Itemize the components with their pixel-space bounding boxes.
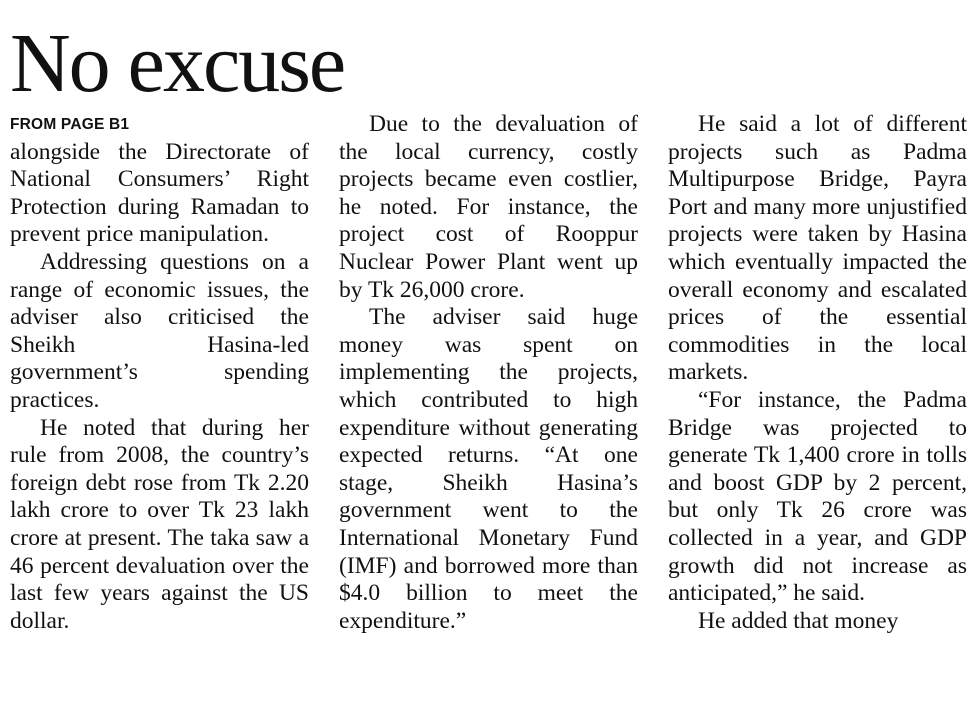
dateline: FROM PAGE B1 (10, 116, 130, 133)
paragraph: Due to the devaluation of the local currency, costly projects became even costlier, he noted. For instance, the project cost of Rooppur Nuclear Power Plant went up by Tk 26,000 crore. (339, 111, 638, 303)
paragraph: He noted that during her rule from 2008, the country’s foreign debt rose from Tk 2.20 lakh crore to over Tk 23 lakh crore at present. The taka saw a 46 percent devaluation over the last few years against the US dollar. (10, 414, 309, 634)
paragraph: alongside the Directorate of National Consumers’ Right Protection during Ramadan to prevent price manipulation. (10, 138, 309, 248)
article-column-3 (668, 111, 967, 635)
article-column-1 (10, 111, 309, 635)
paragraph: The adviser said huge money was spent on implementing the projects, which contributed to high expenditure without generating expected returns. “At one stage, Sheikh Hasina’s government went to the International Monetary Fund (IMF) and borrowed more than $4.0 billion to meet the expenditure.” (339, 304, 638, 634)
paragraph: “For instance, the Padma Bridge was projected to generate Tk 1,400 crore in tolls and boost GDP by 2 percent, but only Tk 26 crore was collected in a year, and GDP growth did not increase as anticipated,” he said. (668, 386, 967, 607)
headline: No excuse (10, 17, 345, 110)
article-column-2 (339, 111, 638, 635)
paragraph: He said a lot of different projects such as Padma Multipurpose Bridge, Payra Port and many more unjustified projects were taken by Hasina which eventually impacted the overall economy and escalated prices of the essential commodities in the local markets. (668, 111, 967, 386)
paragraph: He added that money (698, 607, 899, 634)
paragraph: Addressing questions on a range of economic issues, the adviser also criticised the Sheikh Hasina-led government’s spending practices. (10, 248, 309, 413)
